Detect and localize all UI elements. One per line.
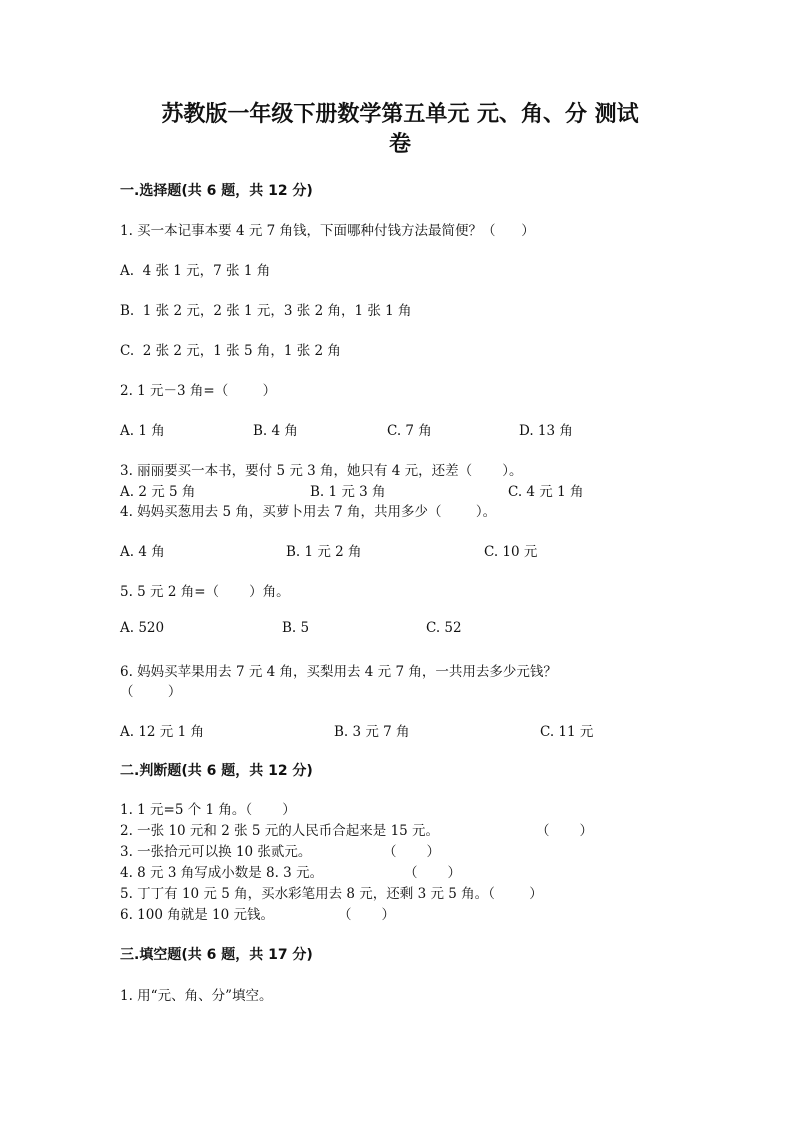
q2-option-c: C. 7 角 bbox=[387, 423, 432, 439]
q2-option-b: B. 4 角 bbox=[253, 423, 298, 439]
q4-option-b: B. 1 元 2 角 bbox=[286, 544, 362, 560]
q3-option-b: B. 1 元 3 角 bbox=[310, 484, 386, 500]
q1-option-c: C. 2 张 2 元，1 张 5 角，1 张 2 角 bbox=[120, 343, 341, 359]
q5-option-a: A. 520 bbox=[120, 620, 165, 636]
q2-stem: 2. 1 元－3 角=（ ） bbox=[120, 383, 277, 399]
q2-option-d: D. 13 角 bbox=[519, 423, 573, 439]
judge-item-1: 1. 1 元=5 个 1 角。（ ） bbox=[120, 802, 296, 818]
judge-item-2: 2. 一张 10 元和 2 张 5 元的人民币合起来是 15 元。 bbox=[120, 823, 440, 839]
q4-option-c: C. 10 元 bbox=[484, 544, 538, 560]
judge-item-4: 4. 8 元 3 角写成小数是 8. 3 元。 bbox=[120, 865, 324, 881]
q3-option-c: C. 4 元 1 角 bbox=[508, 484, 584, 500]
q6-option-c: C. 11 元 bbox=[540, 724, 594, 740]
q6-stem-paren: （ ） bbox=[120, 684, 182, 700]
q4-option-a: A. 4 角 bbox=[120, 544, 165, 560]
q5-option-b: B. 5 bbox=[282, 620, 310, 636]
judge-item-6: 6. 100 角就是 10 元钱。 bbox=[120, 907, 274, 923]
section3-heading: 三.填空题(共 6 题，共 17 分) bbox=[120, 947, 313, 963]
q6-option-a: A. 12 元 1 角 bbox=[120, 724, 204, 740]
judge-item-6-paren: （ ） bbox=[338, 907, 396, 923]
q5-stem: 5. 5 元 2 角=（ ）角。 bbox=[120, 584, 290, 600]
q3-stem: 3. 丽丽要买一本书，要付 5 元 3 角，她只有 4 元，还差（ ）。 bbox=[120, 463, 523, 479]
judge-item-4-paren: （ ） bbox=[404, 865, 462, 881]
exam-title-line2: 卷 bbox=[388, 132, 411, 157]
judge-item-2-paren: （ ） bbox=[536, 823, 594, 839]
q1-option-b: B. 1 张 2 元，2 张 1 元，3 张 2 角，1 张 1 角 bbox=[120, 303, 412, 319]
judge-item-5: 5. 丁丁有 10 元 5 角，买水彩笔用去 8 元，还剩 3 元 5 角。（ ） bbox=[120, 886, 543, 902]
section1-heading: 一.选择题(共 6 题，共 12 分) bbox=[120, 183, 313, 199]
q3-option-a: A. 2 元 5 角 bbox=[120, 484, 196, 500]
q1-option-a: A. 4 张 1 元，7 张 1 角 bbox=[120, 263, 271, 279]
judge-item-3-paren: （ ） bbox=[383, 844, 441, 860]
q6-option-b: B. 3 元 7 角 bbox=[334, 724, 410, 740]
section2-heading: 二.判断题(共 6 题，共 12 分) bbox=[120, 763, 313, 779]
judge-item-3: 3. 一张拾元可以换 10 张贰元。 bbox=[120, 844, 312, 860]
q5-option-c: C. 52 bbox=[426, 620, 462, 636]
q6-stem: 6. 妈妈买苹果用去 7 元 4 角，买梨用去 4 元 7 角，一共用去多少元钱？ bbox=[120, 664, 557, 680]
q4-stem: 4. 妈妈买葱用去 5 角，买萝卜用去 7 角，共用多少（ ）。 bbox=[120, 504, 497, 520]
q2-option-a: A. 1 角 bbox=[120, 423, 165, 439]
exam-title-line1: 苏教版一年级下册数学第五单元 元、角、分 测试 bbox=[161, 102, 639, 127]
q1-stem: 1. 买一本记事本要 4 元 7 角钱，下面哪种付钱方法最简便？（ ） bbox=[120, 223, 535, 239]
fill-item-1: 1. 用“元、角、分”填空。 bbox=[120, 988, 273, 1004]
exam-title bbox=[110, 100, 690, 160]
